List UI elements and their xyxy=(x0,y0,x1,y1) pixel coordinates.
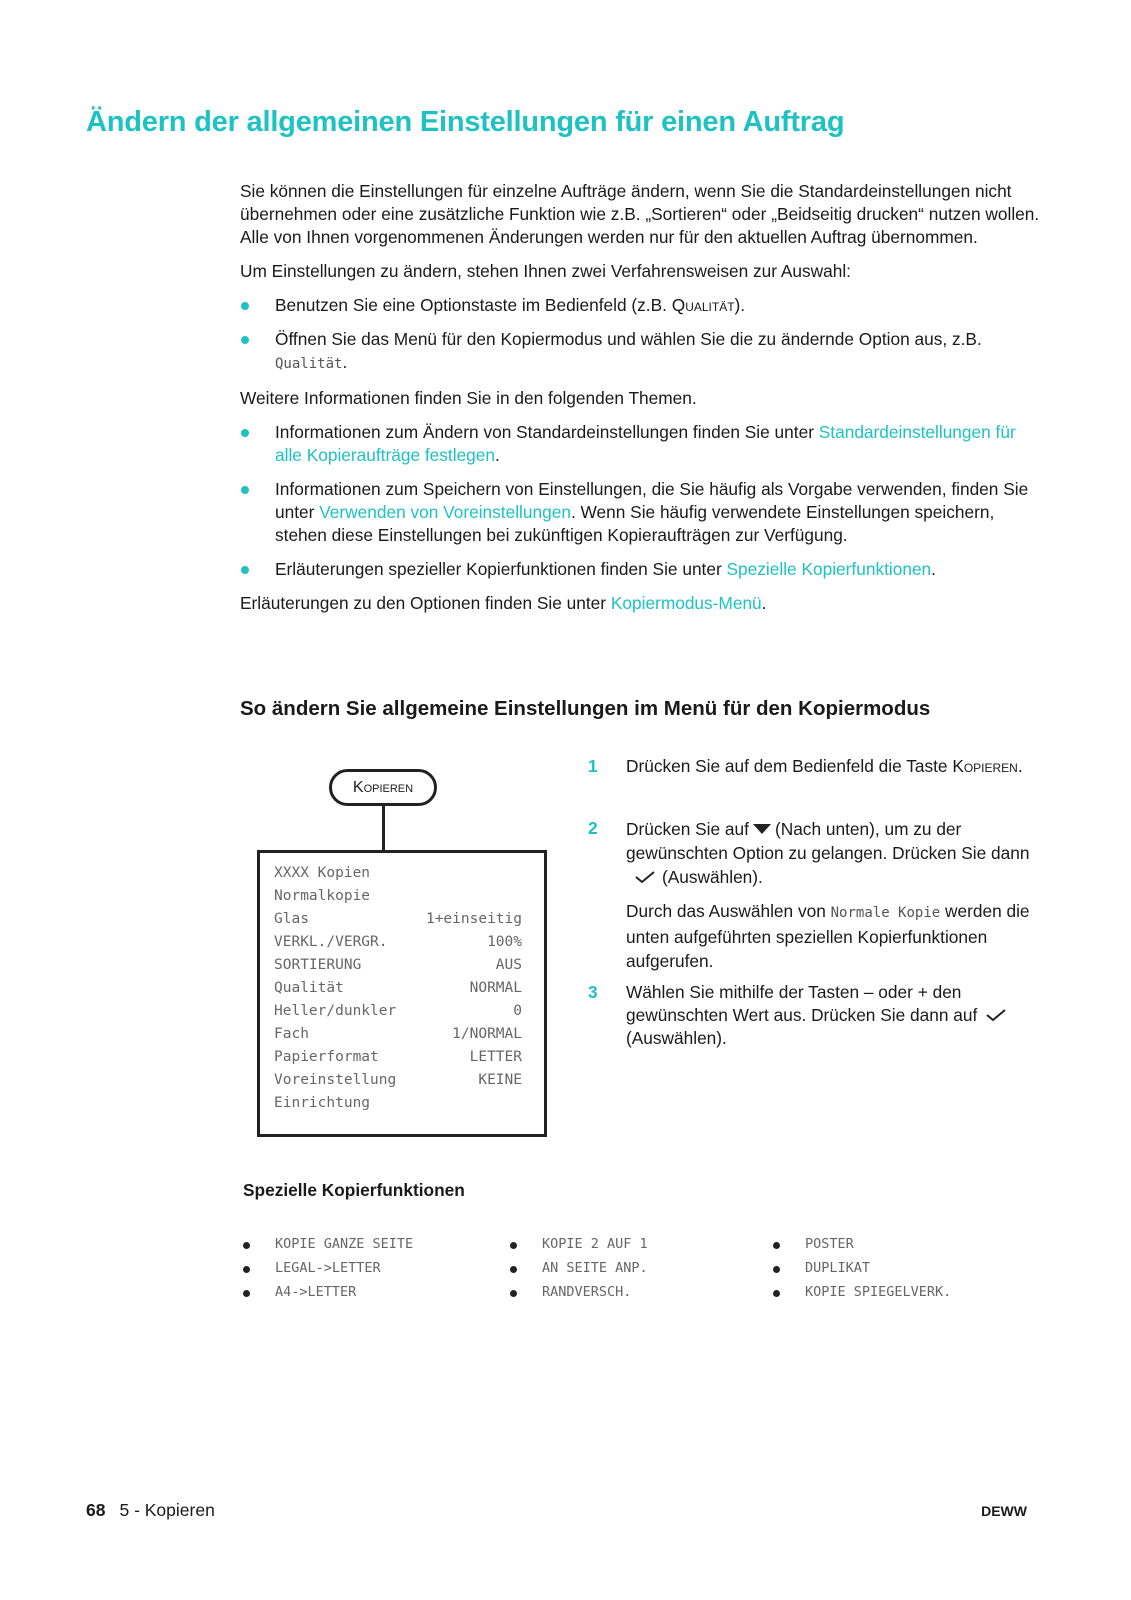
lcd-row xyxy=(274,934,522,956)
lcd-row xyxy=(274,1095,522,1117)
checkmark-icon xyxy=(634,870,656,884)
section-subtitle: So ändern Sie allgemeine Einstellungen im Menü für den Kopiermodus xyxy=(240,697,931,720)
bullet-icon xyxy=(243,1266,250,1273)
lcd-value: LETTER xyxy=(469,1049,522,1065)
lcd-row xyxy=(274,1049,522,1071)
bullet-icon xyxy=(241,486,249,494)
checkmark-icon xyxy=(985,1008,1007,1022)
lcd-value: AUS xyxy=(495,957,522,973)
lcd-label: Glas xyxy=(274,911,309,927)
lcd-label: Qualität xyxy=(274,980,344,996)
link-standard-settings[interactable]: Standardeinstellungen für alle Kopieraufträge festlegen xyxy=(275,422,1016,465)
page-title: Ändern der allgemeinen Einstellungen für einen Auftrag xyxy=(86,106,845,138)
lcd-row xyxy=(274,888,522,910)
lcd-label: Fach xyxy=(274,1026,309,1042)
connector-line xyxy=(382,806,385,852)
function-name: A4->LETTER xyxy=(275,1284,357,1300)
copy-button-illustration: Kopieren xyxy=(329,769,437,806)
bullet-icon xyxy=(773,1266,780,1273)
methods-intro: Um Einstellungen zu ändern, stehen Ihnen zwei Verfahrensweisen zur Auswahl: xyxy=(240,261,851,281)
bullet-icon xyxy=(773,1242,780,1249)
bullet-icon xyxy=(243,1290,250,1297)
function-name: DUPLIKAT xyxy=(805,1260,871,1276)
function-name: KOPIE SPIEGELVERK. xyxy=(805,1284,952,1300)
bullet-icon xyxy=(510,1242,517,1249)
list-item: Erläuterungen spezieller Kopierfunktionen finden Sie unter Spezielle Kopierfunktionen. xyxy=(240,558,1040,581)
function-name: POSTER xyxy=(805,1236,854,1252)
lcd-label: Papierformat xyxy=(274,1049,379,1065)
step-2-note: Durch das Auswählen von Normale Kopie werden die unten aufgeführten speziellen Kopierfunktionen aufgerufen. xyxy=(626,901,1030,971)
lcd-display xyxy=(257,850,547,1137)
intro-section xyxy=(240,180,1040,615)
lcd-label: Voreinstellung xyxy=(274,1072,397,1088)
lcd-value: 1+einseitig xyxy=(425,911,522,927)
intro-paragraph: Sie können die Einstellungen für einzelne Aufträge ändern, wenn Sie die Standardeinstellungen nicht übernehmen oder eine zusätzliche Funktion wie z.B. „Sortieren“ oder „Beidseitig drucken“ nutzen wollen. Alle von Ihnen vorgenommenen Änderungen werden nur für den aktuellen Auftrag übernommen. xyxy=(240,181,1040,247)
key-name: Kopieren xyxy=(952,756,1018,776)
step-number: 1 xyxy=(588,756,598,776)
lcd-label: VERKL./VERGR. xyxy=(274,934,388,950)
lcd-value: 1/NORMAL xyxy=(452,1026,522,1042)
lcd-label: Normalkopie xyxy=(274,888,371,904)
lcd-label: SORTIERUNG xyxy=(274,957,362,973)
lcd-row xyxy=(274,1026,522,1048)
down-arrow-icon xyxy=(753,824,771,834)
bullet-icon xyxy=(243,1242,250,1249)
topics-list xyxy=(240,421,1040,581)
function-name: KOPIE 2 AUF 1 xyxy=(542,1236,648,1252)
link-copy-mode-menu[interactable]: Kopiermodus-Menü xyxy=(610,593,762,613)
footer-left xyxy=(86,1500,215,1521)
options-paragraph: Erläuterungen zu den Optionen finden Sie unter Kopiermodus-Menü. xyxy=(240,593,767,613)
lcd-row xyxy=(274,865,522,887)
footer-locale: DEWW xyxy=(981,1503,1027,1519)
bullet-icon xyxy=(510,1266,517,1273)
bullet-icon xyxy=(773,1290,780,1297)
lcd-value: NORMAL xyxy=(469,980,522,996)
bullet-icon xyxy=(510,1290,517,1297)
function-name: KOPIE GANZE SEITE xyxy=(275,1236,414,1252)
list-item: Informationen zum Speichern von Einstellungen, die Sie häufig als Vorgabe verwenden, finden Sie unter Verwenden von Voreinstellungen. Wenn Sie häufig verwendete Einstellungen speichern, stehen diese Einstellungen bei zukünftigen Kopieraufträgen zur Verfügung. xyxy=(240,478,1040,547)
methods-list xyxy=(240,294,1040,376)
bullet-icon xyxy=(241,566,249,574)
function-name: LEGAL->LETTER xyxy=(275,1260,381,1276)
lcd-row xyxy=(274,957,522,979)
menu-option: Normale Kopie xyxy=(830,905,941,921)
menu-option: Qualität xyxy=(275,356,343,372)
lcd-label: Einrichtung xyxy=(274,1095,371,1111)
key-name: Qualität xyxy=(671,295,735,315)
lcd-row xyxy=(274,1072,522,1094)
special-functions-heading: Spezielle Kopierfunktionen xyxy=(243,1180,465,1200)
lcd-value: 0 xyxy=(513,1003,522,1019)
link-presets[interactable]: Verwenden von Voreinstellungen xyxy=(319,502,571,522)
chapter-name: 5 - Kopieren xyxy=(119,1500,215,1520)
bullet-icon xyxy=(241,336,249,344)
link-special-functions[interactable]: Spezielle Kopierfunktionen xyxy=(726,559,932,579)
step-number: 2 xyxy=(588,818,598,838)
bullet-icon xyxy=(241,302,249,310)
list-item: Öffnen Sie das Menü für den Kopiermodus und wählen Sie die zu ändernde Option aus, z.B. Qualität. xyxy=(240,328,1040,376)
lcd-label: XXXX Kopien xyxy=(274,865,371,881)
bullet-icon xyxy=(241,429,249,437)
lcd-row xyxy=(274,1003,522,1025)
lcd-label: Heller/dunkler xyxy=(274,1003,397,1019)
lcd-row xyxy=(274,980,522,1002)
topics-intro: Weitere Informationen finden Sie in den folgenden Themen. xyxy=(240,388,697,408)
lcd-value: 100% xyxy=(487,934,522,950)
list-item: Informationen zum Ändern von Standardeinstellungen finden Sie unter Standardeinstellungen für alle Kopieraufträge festlegen. xyxy=(240,421,1040,467)
function-name: RANDVERSCH. xyxy=(542,1284,632,1300)
function-name: AN SEITE ANP. xyxy=(542,1260,648,1276)
list-item: Benutzen Sie eine Optionstaste im Bedienfeld (z.B. Qualität). xyxy=(240,294,1040,317)
lcd-value: KEINE xyxy=(478,1072,522,1088)
page-number: 68 xyxy=(86,1500,106,1520)
step-number: 3 xyxy=(588,982,598,1002)
lcd-row xyxy=(274,911,522,933)
